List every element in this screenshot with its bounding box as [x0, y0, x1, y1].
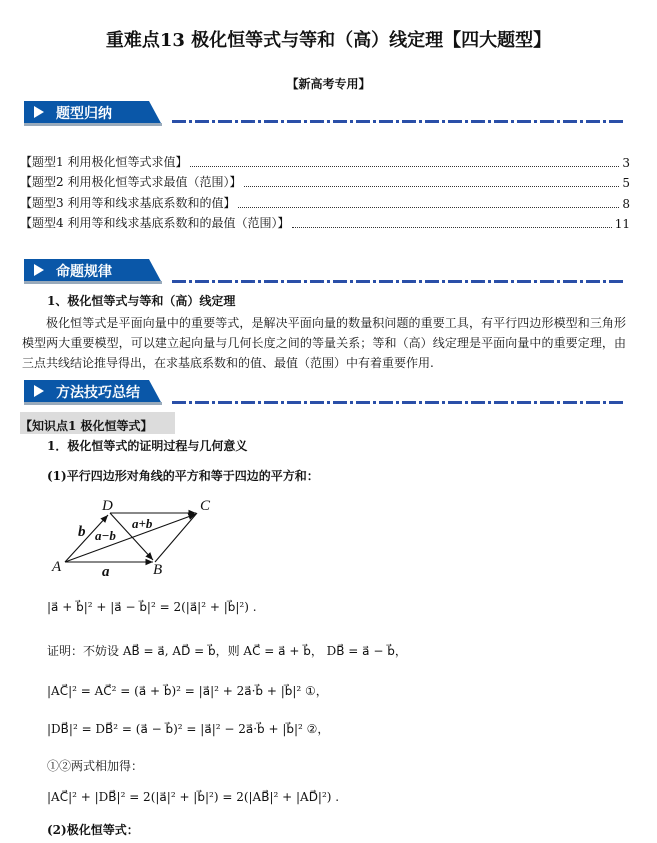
play-icon — [34, 385, 44, 397]
toc-item[interactable] — [20, 153, 630, 170]
divider — [172, 401, 626, 404]
toc-item[interactable] — [20, 194, 630, 211]
toc-page: 11 — [614, 217, 630, 231]
vector-a-minus-b-label: a−b — [95, 528, 116, 543]
proof-line — [47, 642, 407, 659]
toc-page: 3 — [622, 156, 630, 170]
vector-b-label: b — [78, 524, 86, 540]
knowledge-heading: 1．极化恒等式的证明过程与几何意义 — [47, 439, 248, 453]
toc-label: 【题型3 利用等和线求基底系数和的值】 — [20, 196, 236, 210]
formula-ac: |AC⃗|² = AC⃗² = (a⃗ + b⃗)² = |a⃗|² + 2a⃗·b⃗ + |b⃗|² ①， — [47, 684, 328, 698]
section-banner — [24, 99, 162, 125]
vector-a-label: a — [102, 564, 110, 580]
divider — [172, 120, 626, 123]
play-icon — [34, 264, 44, 276]
label-b: B — [153, 562, 163, 578]
knowledge-subheading: (1)平行四边形对角线的平方和等于四边的平方和： — [47, 469, 319, 483]
toc-page: 8 — [622, 197, 630, 211]
section-title: 方法技巧总结 — [56, 385, 140, 401]
section-title: 题型归纳 — [56, 106, 112, 122]
section-banner — [24, 378, 162, 404]
play-icon — [34, 106, 44, 118]
section-banner — [24, 257, 162, 283]
vector-a-plus-b-label: a+b — [132, 516, 153, 531]
rule-paragraph: 极化恒等式是平面向量中的重要等式，是解决平面向量的数量积问题的重要工具，有平行四边形模型和三角形模型两大重要模型，可以建立起向量与几何长度之间的等量关系；等和（高）线定理是平面向量中的重要定理，由三点共线结论推导得出，在求基底系数和的值、最值（范围）中有着重要作用. — [22, 316, 626, 370]
section-title: 命题规律 — [56, 264, 112, 280]
formula-parallelogram: |a⃗ + b⃗|² + |a⃗ − b⃗|² = 2(|a⃗|² + |b⃗|²) . — [47, 600, 257, 614]
formula-db: |DB⃗|² = DB⃗² = (a⃗ − b⃗)² = |a⃗|² − 2a⃗·b⃗ + |b⃗|² ②， — [47, 722, 330, 736]
proof-lead: 证明：不妨设 — [47, 644, 120, 658]
divider — [172, 280, 626, 283]
toc-page: 5 — [622, 176, 630, 190]
subtitle: 【新高考专用】 — [286, 77, 371, 91]
toc-label: 【题型2 利用极化恒等式求最值（范围）】 — [20, 175, 242, 189]
toc-label: 【题型1 利用极化恒等式求值】 — [20, 155, 188, 169]
label-a: A — [52, 559, 62, 575]
toc-label: 【题型4 利用等和线求基底系数和的最值（范围）】 — [20, 216, 290, 230]
knowledge-subheading: (2)极化恒等式： — [47, 823, 139, 837]
page-title: 重难点13 极化恒等式与等和（高）线定理【四大题型】 — [105, 30, 552, 51]
rule-heading: 1、极化恒等式与等和（高）线定理 — [47, 294, 236, 308]
parallelogram-diagram — [40, 490, 230, 585]
label-d: D — [102, 498, 113, 514]
formula-sum: |AC⃗|² + |DB⃗|² = 2(|a⃗|² + |b⃗|²) = 2(|AB⃗|² + |AD⃗|²) . — [47, 790, 340, 804]
proof-setup: AB⃗ = a⃗, AD⃗ = b⃗，则 AC⃗ = a⃗ + b⃗， DB⃗ = a⃗ − b⃗， — [122, 644, 407, 658]
knowledge-title: 【知识点1 极化恒等式】 — [20, 419, 153, 433]
sum-text: ①②两式相加得： — [47, 759, 144, 773]
toc-item[interactable] — [20, 173, 630, 190]
label-c: C — [200, 498, 211, 514]
toc-item[interactable] — [20, 214, 630, 231]
